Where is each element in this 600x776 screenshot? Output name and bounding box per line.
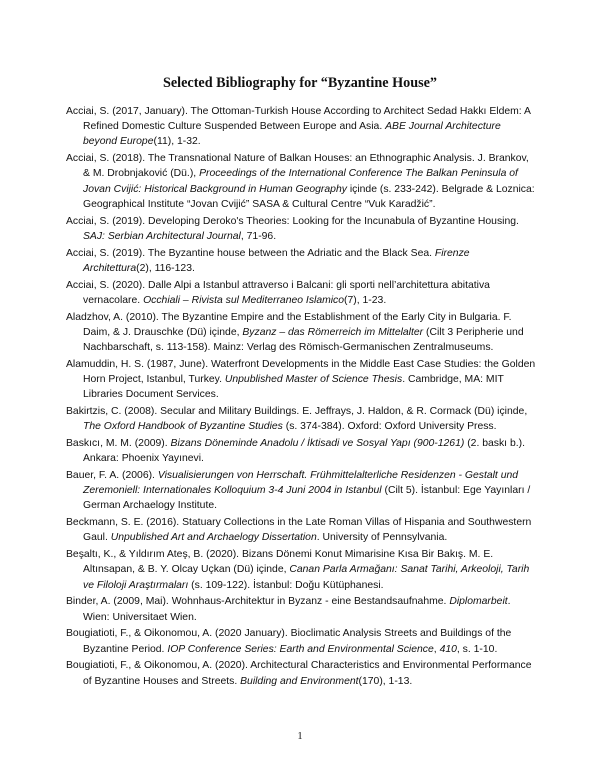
entry-text: Aladzhov, A. (2010). The Byzantine Empire and the Establishment of the Early City in Bulgaria. F. Daim, & J. Drauschke (Dü) içinde, — [66, 311, 512, 338]
bibliography-entry — [66, 357, 536, 403]
entry-text: Bakirtzis, C. (2008). Secular and Military Buildings. E. Jeffrays, J. Haldon, & R. Cormack (Dü) içinde, — [66, 406, 528, 418]
entry-title-italic: Proceedings of the International Conference The Balkan Peninsula of Jovan Cvijić: Historical Background in Human Geography — [83, 168, 518, 195]
entry-title-italic: Visualisierungen von Herrschaft. Frühmittelalterliche Residenzen - Gestalt und Zeremoniell: Internationales Kolloquium 3-4 Juni 2004 in Istanbul — [83, 470, 519, 497]
entry-text: (2), 116-123. — [136, 262, 195, 274]
entry-text: Acciai, S. (2020). Dalle Alpi a Istanbul attraverso i Balcani: gli sporti nell’architettura abitativa vernacolare. — [66, 279, 490, 306]
bibliography-entry — [66, 515, 536, 545]
entry-text: (2. baskı b.). Ankara: Phoenix Yayınevi. — [83, 438, 525, 465]
entry-text: (Cilt 5). İstanbul: Ege Yayınları / German Archaelogy Institute. — [83, 485, 531, 512]
entry-text: (170), 1-13. — [358, 675, 413, 687]
entry-text: Beşaltı, K., & Yıldırım Ateş, B. (2020). Bizans Dönemi Konut Mimarisine Kısa Bir Bakış. M. E. Altınsapan, & B. Y. Olcay Uçkan (Dü) içinde, — [66, 549, 494, 576]
entry-text: Bougiatioti, F., & Oikonomou, A. (2020). Architectural Characteristics and Environmental Performance of Byzantine Houses and Streets. — [66, 660, 532, 687]
entry-title-italic: The Oxford Handbook of Byzantine Studies — [83, 421, 283, 433]
bibliography-entry — [66, 246, 536, 276]
bibliography-entry — [66, 547, 536, 593]
bibliography-entry — [66, 104, 536, 150]
entry-text: Acciai, S. (2019). The Byzantine house between the Adriatic and the Black Sea. — [66, 247, 435, 259]
bibliography-entry — [66, 658, 536, 688]
entry-title-italic: ABE Journal Architecture beyond Europe — [83, 121, 501, 148]
entry-title-italic: Diplomarbeit — [449, 596, 508, 608]
entry-title-italic: Building and Environment — [240, 675, 359, 687]
entry-text: Bougiatioti, F., & Oikonomou, A. (2020 January). Bioclimatic Analysis Streets and Buildings of the Byzantine Period. — [66, 628, 512, 655]
entry-text: Binder, A. (2009, Mai). Wohnhaus-Architektur in Byzanz - eine Bestandsaufnahme. — [66, 596, 450, 608]
bibliography-entry — [66, 214, 536, 244]
entry-text: . Wien: Universitaet Wien. — [83, 596, 511, 623]
entry-text: Bauer, F. A. (2006). — [66, 470, 158, 482]
entry-text: (11), 1-32. — [153, 136, 201, 148]
entry-title-italic: Firenze Architettura — [83, 247, 470, 274]
entry-title-italic: Canan Parla Armağanı: Sanat Tarihi, Arkeoloji, Tarih ve Filoloji Araştırmaları — [83, 564, 530, 591]
entry-text: (s. 374-384). Oxford: Oxford University Press. — [282, 421, 497, 433]
bibliography-entry — [66, 404, 536, 434]
bibliography-entry — [66, 594, 536, 624]
entry-text: (s. 109-122). İstanbul: Doğu Kütüphanesi. — [188, 579, 384, 591]
bibliography-entry — [66, 436, 536, 466]
entry-text: Alamuddin, H. S. (1987, June). Waterfront Developments in the Middle East Case Studies: the Golden Horn Project, Istanbul, Turkey. — [66, 358, 536, 386]
entry-text: . University of Pennsylvania. — [316, 532, 448, 544]
entry-title-italic: 410 — [439, 643, 457, 655]
entry-title-italic: Unpublished Master of Science Thesis — [224, 374, 403, 386]
entry-text: , s. 1-10. — [456, 643, 498, 655]
entry-text: , — [433, 643, 440, 655]
bibliography-entry — [66, 626, 536, 656]
entry-title-italic: Occhiali – Rivista sul Mediterraneo Islamico — [143, 294, 345, 306]
entry-text: Baskıcı, M. M. (2009). — [66, 438, 171, 450]
bibliography-entry — [66, 151, 536, 212]
entry-title-italic: Unpublished Art and Archaelogy Dissertation — [110, 532, 317, 544]
entry-title-italic: IOP Conference Series: Earth and Environmental Science — [167, 643, 434, 655]
entry-text: . Cambridge, MA: MIT Libraries Document Services. — [83, 374, 504, 401]
entry-title-italic: SAJ: Serbian Architectural Journal — [83, 230, 241, 242]
bibliography-entry — [66, 278, 536, 308]
bibliography-list — [66, 104, 536, 690]
entry-text: Acciai, S. (2019). Developing Deroko's Theories: Looking for the Incunabula of Byzantine Housing. — [66, 215, 519, 227]
page-title: Selected Bibliography for “Byzantine House” — [162, 75, 438, 91]
page-number: 1 — [297, 731, 303, 742]
entry-title-italic: Byzanz – das Römerreich im Mittelalter — [242, 326, 424, 338]
entry-text: , 71-96. — [240, 230, 277, 242]
bibliography-entry — [66, 310, 536, 356]
entry-text: Acciai, S. (2017, January). The Ottoman-Turkish House According to Architect Sedad Hakkı Eldem: A Refined Domestic Culture Suspended Between Europe and Asia. — [66, 106, 531, 133]
bibliography-entry — [66, 468, 536, 514]
entry-text: Acciai, S. (2018). The Transnational Nature of Balkan Houses: an Ethnographic Analysis. J. Brankov, & M. Drobnjaković (Dü.), — [66, 153, 529, 180]
entry-title-italic: Bizans Döneminde Anadolu / İktisadi ve Sosyal Yapı (900-1261) — [170, 438, 465, 450]
entry-text: içinde (s. 233-242). Belgrade & Loznica: Geographical Institute “Jovan Cvijić” SASA & Cultural Centre “Vuk Karadžić”. — [83, 183, 535, 210]
entry-text: (Cilt 3 Peripherie und Nachbarschaft, s. 113-158). Mainz: Verlag des Römisch-Germanischen Zentralmuseums. — [83, 326, 524, 354]
entry-text: (7), 1-23. — [344, 294, 387, 306]
entry-text: Beckmann, S. E. (2016). Statuary Collections in the Late Roman Villas of Hispania and Southwestern Gaul. — [66, 517, 532, 544]
